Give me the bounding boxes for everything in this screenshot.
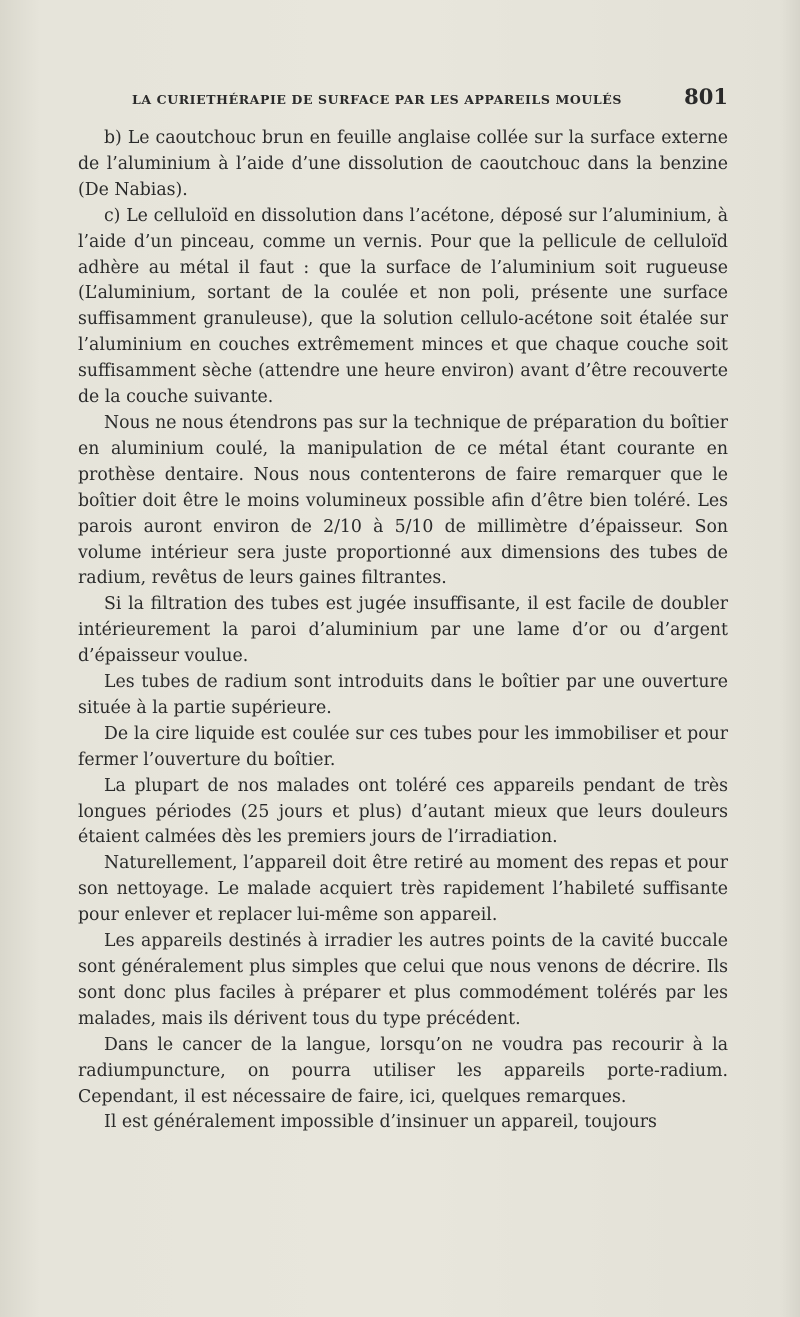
paragraph: Si la filtration des tubes est jugée insuffisante, il est facile de doubler intérieurement la paroi d’aluminium par une lame d’or ou d’argent d’épaisseur voulue. [78,594,728,667]
paragraph: De la cire liquide est coulée sur ces tubes pour les immobiliser et pour fermer l’ouverture du boîtier. [78,723,728,770]
body-text [78,126,728,1136]
paragraph: c) Le celluloïd en dissolution dans l’acétone, déposé sur l’aluminium, à l’aide d’un pinceau, comme un vernis. Pour que la pellicule de celluloïd adhère au métal il faut : que la surface de l’aluminium soit rugueuse (L’aluminium, sortant de la coulée et non poli, présente une surface suffisamment granuleuse), que la solution cellulo-acétone soit étalée sur l’aluminium en couches extrêmement minces et que chaque couche soit suffisamment sèche (attendre une heure environ) avant d’être recouverte de la couche suivante. [78,205,728,408]
paragraph: Il est généralement impossible d’insinuer un appareil, toujours [104,1112,657,1133]
paragraph: Les appareils destinés à irradier les autres points de la cavité buccale sont généralement plus simples que celui que nous venons de décrire. Ils sont donc plus faciles à préparer et plus commodément tolérés par les malades, mais ils dérivent tous du type précédent. [78,931,728,1029]
running-title: LA CURIETHÉRAPIE DE SURFACE PAR LES APPAREILS MOULÉS [132,92,623,107]
paragraph: Naturellement, l’appareil doit être retiré au moment des repas et pour son nettoyage. Le malade acquiert très rapidement l’habileté suffisante pour enlever et replacer lui-même son appareil. [78,853,728,926]
page-header [132,84,728,114]
paragraph: Nous ne nous étendrons pas sur la technique de préparation du boîtier en aluminium coulé, la manipulation de ce métal étant courante en prothèse dentaire. Nous nous contenterons de faire remarquer que le boîtier doit être le moins volumineux possible afin d’être bien toléré. Les parois auront environ de 2/10 à 5/10 de millimètre d’épaisseur. Son volume intérieur sera juste proportionné aux dimensions des tubes de radium, revêtus de leurs gaines filtrantes. [78,412,728,589]
paragraph: La plupart de nos malades ont toléré ces appareils pendant de très longues périodes (25 jours et plus) d’autant mieux que leurs douleurs étaient calmées dès les premiers jours de l’irradiation. [78,775,728,848]
paragraph: Dans le cancer de la langue, lorsqu’on ne voudra pas recourir à la radiumpuncture, on pourra utiliser les appareils porte-radium. Cependant, il est nécessaire de faire, ici, quelques remarques. [78,1034,728,1107]
page-number: 801 [684,84,728,109]
paragraph: b) Le caoutchouc brun en feuille anglaise collée sur la surface externe de l’aluminium à l’aide d’une dissolution de caoutchouc dans la benzine (De Nabias). [78,128,728,200]
paragraph: Les tubes de radium sont introduits dans le boîtier par une ouverture située à la partie supérieure. [78,672,728,718]
